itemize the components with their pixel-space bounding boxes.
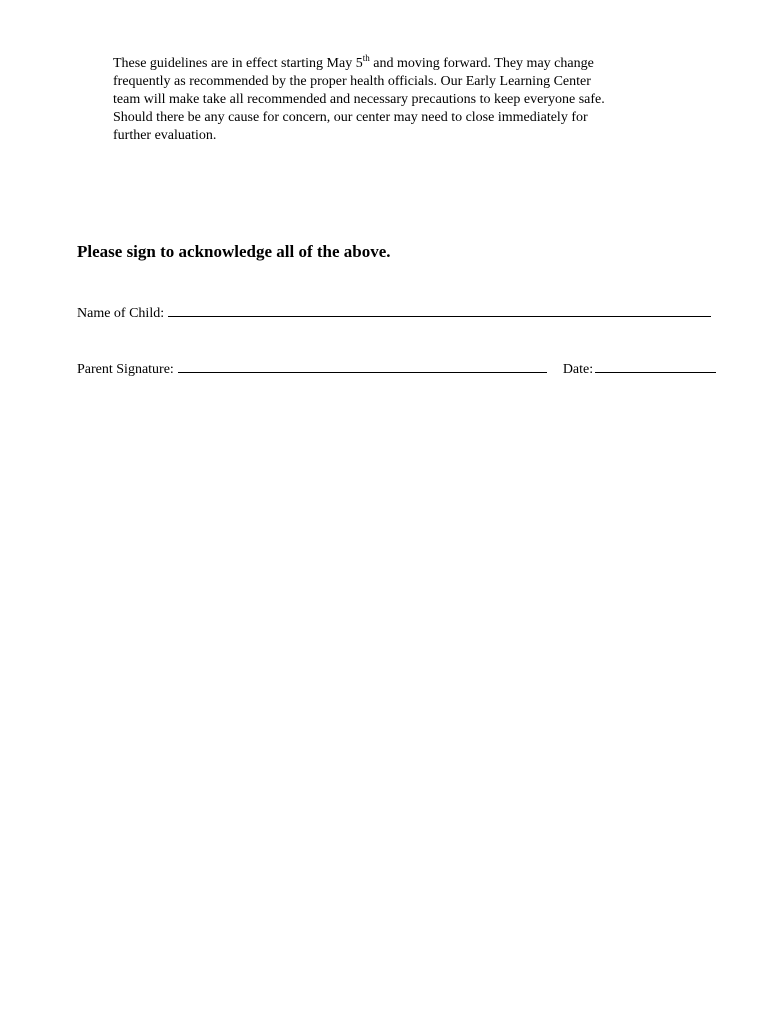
guidelines-paragraph <box>113 55 673 145</box>
guidelines-line-5: further evaluation. <box>113 128 217 143</box>
guidelines-line-1-start: These guidelines are in effect starting May 5 <box>113 56 363 71</box>
date-field[interactable] <box>595 358 716 373</box>
child-name-field[interactable] <box>168 302 711 317</box>
date-label: Date: <box>562 362 594 377</box>
child-name-label: Name of Child: <box>77 306 165 321</box>
child-name-row <box>77 302 711 322</box>
signature-row <box>77 358 716 378</box>
acknowledgement-heading: Please sign to acknowledge all of the above. <box>77 242 391 261</box>
ordinal-superscript: th <box>362 53 370 63</box>
guidelines-line-1 <box>113 55 673 73</box>
parent-signature-field[interactable] <box>178 358 547 373</box>
guidelines-line-3: team will make take all recommended and necessary precautions to keep everyone safe. <box>113 92 605 107</box>
parent-signature-label: Parent Signature: <box>77 362 174 377</box>
guidelines-line-1-end: and moving forward. They may change <box>369 56 594 71</box>
guidelines-line-2: frequently as recommended by the proper health officials. Our Early Learning Center <box>113 74 591 89</box>
guidelines-line-4: Should there be any cause for concern, our center may need to close immediately for <box>113 110 588 125</box>
